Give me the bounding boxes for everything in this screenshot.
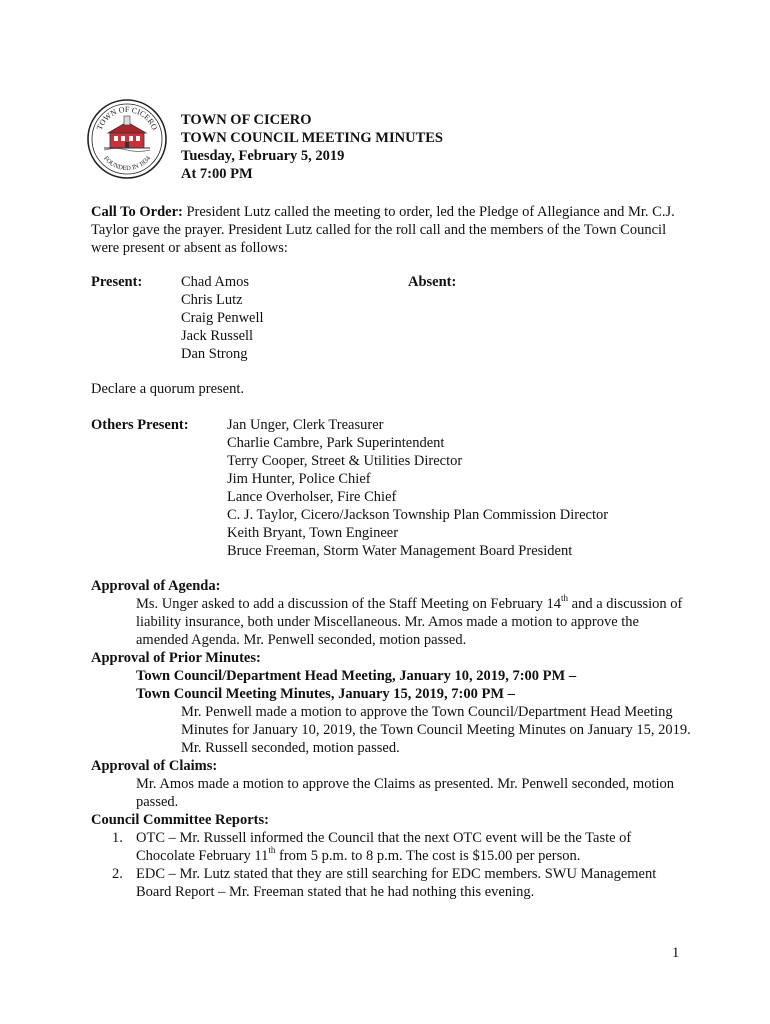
committee-report-item: 2. EDC – Mr. Lutz stated that they are still searching for EDC members. SWU Management Board Report – Mr. Freeman stated that he had nothing this evening. [112,866,657,900]
agenda-heading: Approval of Agenda: [91,578,221,594]
others-present-person: Charlie Cambre, Park Superintendent [227,435,445,451]
call-to-order [91,203,691,257]
others-present-list [227,416,608,560]
others-present-person: Jan Unger, Clerk Treasurer [227,417,384,433]
committee-report-list [91,829,691,901]
others-present-person: C. J. Taylor, Cicero/Jackson Township Plan Commission Director [227,507,609,523]
call-to-order-label: Call To Order: [91,204,183,220]
call-to-order-text: President Lutz called the meeting to order, led the Pledge of Allegiance and Mr. C.J. Taylor gave the prayer. President Lutz called for the roll call and the members of the Town Council were present or absent as follows: [91,204,675,256]
prior-minutes-heading: Approval of Prior Minutes: [91,650,261,666]
absent-label: Absent: [408,274,457,290]
town-seal [86,98,168,180]
minutes-body [91,577,691,901]
svg-text:TOWN OF CICERO: TOWN OF CICERO [94,104,160,132]
present-label: Present: [91,274,143,290]
present-member: Jack Russell [181,328,254,344]
others-present-person: Keith Bryant, Town Engineer [227,525,399,541]
header-time: At 7:00 PM [181,166,253,182]
others-present-person: Bruce Freeman, Storm Water Management Board President [227,543,573,559]
prior-minutes-item: Town Council/Department Head Meeting, January 10, 2019, 7:00 PM – [136,668,577,684]
header-town: TOWN OF CICERO [181,112,312,128]
header-date: Tuesday, February 5, 2019 [181,148,345,164]
document-header [181,111,443,183]
page-number: 1 [672,945,680,961]
committee-heading: Council Committee Reports: [91,812,269,828]
present-member: Chris Lutz [181,292,243,308]
present-member: Craig Penwell [181,310,264,326]
prior-minutes-text: Mr. Penwell made a motion to approve the Town Council/Department Head Meeting Minutes for January 10, 2019, the Town Council Meeting Minutes on January 15, 2019. Mr. Russell seconded, motion passed. [181,704,691,756]
present-list [181,273,264,363]
present-member: Dan Strong [181,346,248,362]
present-member: Chad Amos [181,274,250,290]
agenda-text: Ms. Unger asked to add a discussion of the Staff Meeting on February 14th and a discussion of liability insurance, both under Miscellaneous. Mr. Amos made a motion to approve the amended Agenda. Mr. Penwell seconded, motion passed. [136,593,683,648]
header-title: TOWN COUNCIL MEETING MINUTES [181,130,443,146]
claims-heading: Approval of Claims: [91,758,218,774]
others-present-person: Terry Cooper, Street & Utilities Director [227,453,463,469]
others-present-label: Others Present: [91,417,189,433]
prior-minutes-item: Town Council Meeting Minutes, January 15, 2019, 7:00 PM – [136,686,515,702]
claims-text: Mr. Amos made a motion to approve the Claims as presented. Mr. Penwell seconded, motion passed. [136,776,675,810]
committee-report-item: 1. OTC – Mr. Russell informed the Council that the next OTC event will be the Taste of Chocolate February 11th from 5 p.m. to 8 p.m. The cost is $15.00 per person. [112,830,632,864]
svg-text:FOUNDED IN 1834: FOUNDED IN 1834 [102,155,152,173]
quorum-statement: Declare a quorum present. [91,381,244,397]
others-present-person: Lance Overholser, Fire Chief [227,489,397,505]
others-present-person: Jim Hunter, Police Chief [227,471,371,487]
